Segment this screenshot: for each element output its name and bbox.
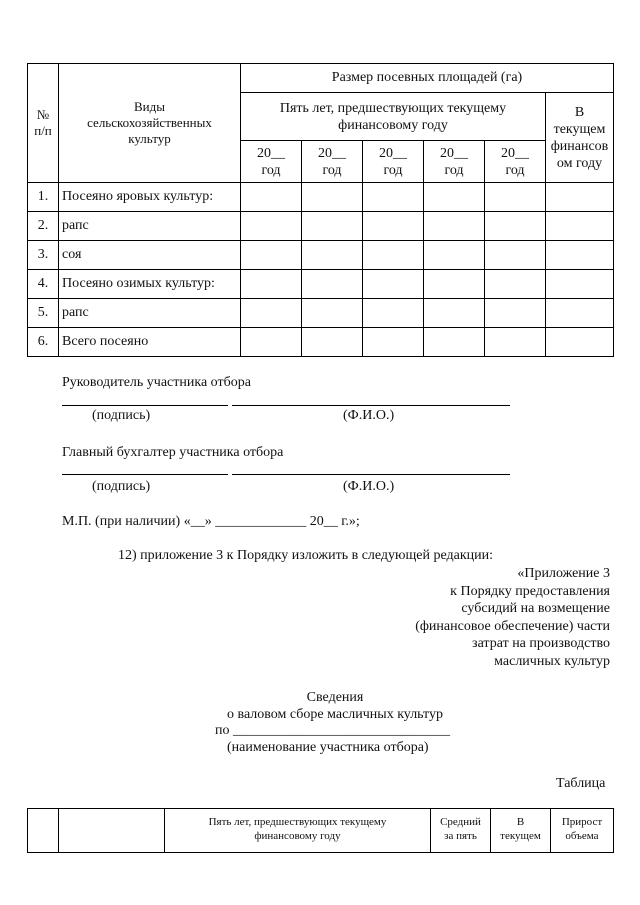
t2-crop-cell bbox=[59, 809, 165, 853]
appendix-line: затрат на производство bbox=[472, 636, 610, 651]
area-value-cell[interactable] bbox=[546, 328, 614, 357]
area-value-cell[interactable] bbox=[424, 241, 485, 270]
row-number: 3. bbox=[28, 241, 59, 270]
t2-average-header: Средний за пять bbox=[431, 809, 491, 853]
year-cell: 20__ год bbox=[241, 141, 302, 183]
accountant-signature-line[interactable] bbox=[62, 474, 228, 475]
t2-num-cell bbox=[28, 809, 59, 853]
head-fio-line[interactable] bbox=[232, 405, 510, 406]
table-label: Таблица bbox=[556, 776, 606, 791]
area-value-cell[interactable] bbox=[485, 328, 546, 357]
area-header: Размер посевных площадей (га) bbox=[241, 64, 614, 93]
area-value-cell[interactable] bbox=[363, 328, 424, 357]
area-value-cell[interactable] bbox=[546, 241, 614, 270]
accountant-signature-label: (подпись) bbox=[92, 479, 151, 494]
area-value-cell[interactable] bbox=[363, 299, 424, 328]
area-value-cell[interactable] bbox=[546, 270, 614, 299]
five-years-header: Пять лет, предшествующих текущему финансовому году bbox=[241, 93, 546, 141]
info-block bbox=[0, 689, 640, 723]
t2-five-years-header: Пять лет, предшествующих текущему финансовому году bbox=[165, 809, 431, 853]
year-cell: 20__ год bbox=[363, 141, 424, 183]
head-signature-label: (подпись) bbox=[92, 408, 151, 423]
appendix-line: «Приложение 3 bbox=[517, 566, 610, 581]
row-crop-name: рапс bbox=[59, 299, 241, 328]
appendix-header bbox=[415, 565, 610, 670]
row-number: 6. bbox=[28, 328, 59, 357]
table-row bbox=[28, 183, 614, 212]
accountant-fio-line[interactable] bbox=[232, 474, 510, 475]
row-crop-name: Посеяно озимых культур: bbox=[59, 270, 241, 299]
row-crop-name: Посеяно яровых культур: bbox=[59, 183, 241, 212]
table-row bbox=[28, 270, 614, 299]
appendix-line: (финансовое обеспечение) части bbox=[415, 618, 610, 634]
t2-growth-header: Прирост объема bbox=[551, 809, 614, 853]
table-row bbox=[28, 241, 614, 270]
table-row bbox=[28, 212, 614, 241]
area-value-cell[interactable] bbox=[485, 270, 546, 299]
area-value-cell[interactable] bbox=[424, 270, 485, 299]
area-value-cell[interactable] bbox=[485, 183, 546, 212]
info-subtitle: о валовом сборе масличных культур bbox=[227, 707, 443, 722]
area-value-cell[interactable] bbox=[241, 270, 302, 299]
seal-line: М.П. (при наличии) «__» _____________ 20__ г.»; bbox=[62, 514, 360, 529]
area-value-cell[interactable] bbox=[241, 328, 302, 357]
area-value-cell[interactable] bbox=[241, 212, 302, 241]
t2-current-header: В текущем bbox=[491, 809, 551, 853]
area-value-cell[interactable] bbox=[546, 212, 614, 241]
area-value-cell[interactable] bbox=[302, 183, 363, 212]
area-value-cell[interactable] bbox=[302, 241, 363, 270]
area-value-cell[interactable] bbox=[302, 299, 363, 328]
area-value-cell[interactable] bbox=[363, 212, 424, 241]
head-fio-label: (Ф.И.О.) bbox=[343, 408, 395, 423]
appendix-line: масличных культур bbox=[494, 653, 610, 669]
participant-label: (наименование участника отбора) bbox=[227, 740, 429, 755]
head-title: Руководитель участника отбора bbox=[62, 375, 251, 390]
appendix-line: субсидий на возмещение bbox=[461, 601, 610, 616]
gross-yield-table bbox=[27, 808, 614, 853]
sown-area-table bbox=[27, 63, 614, 357]
area-value-cell[interactable] bbox=[485, 299, 546, 328]
row-crop-name: рапс bbox=[59, 212, 241, 241]
amendment-text: 12) приложение 3 к Порядку изложить в следующей редакции: bbox=[118, 548, 494, 563]
area-value-cell[interactable] bbox=[302, 270, 363, 299]
area-value-cell[interactable] bbox=[363, 270, 424, 299]
area-value-cell[interactable] bbox=[241, 183, 302, 212]
area-value-cell[interactable] bbox=[485, 212, 546, 241]
col-num-header: № п/п bbox=[28, 64, 59, 183]
current-year-header: В текущем финансов ом году bbox=[546, 93, 614, 183]
area-value-cell[interactable] bbox=[546, 183, 614, 212]
row-number: 5. bbox=[28, 299, 59, 328]
head-signature-line[interactable] bbox=[62, 405, 228, 406]
appendix-line: к Порядку предоставления bbox=[450, 583, 610, 599]
info-title: Сведения bbox=[306, 690, 364, 705]
row-number: 2. bbox=[28, 212, 59, 241]
row-number: 4. bbox=[28, 270, 59, 299]
area-value-cell[interactable] bbox=[363, 183, 424, 212]
row-number: 1. bbox=[28, 183, 59, 212]
row-crop-name: Всего посеяно bbox=[59, 328, 241, 357]
accountant-title: Главный бухгалтер участника отбора bbox=[62, 445, 284, 460]
info-by-line: по _______________________________ bbox=[215, 723, 450, 738]
area-value-cell[interactable] bbox=[424, 299, 485, 328]
area-value-cell[interactable] bbox=[302, 328, 363, 357]
area-value-cell[interactable] bbox=[241, 241, 302, 270]
area-value-cell[interactable] bbox=[424, 183, 485, 212]
area-value-cell[interactable] bbox=[424, 328, 485, 357]
accountant-fio-label: (Ф.И.О.) bbox=[343, 479, 395, 494]
year-cell: 20__ год bbox=[485, 141, 546, 183]
area-value-cell[interactable] bbox=[241, 299, 302, 328]
col-crop-header: Виды сельскохозяйственных культур bbox=[59, 64, 241, 183]
area-value-cell[interactable] bbox=[363, 241, 424, 270]
area-value-cell[interactable] bbox=[485, 241, 546, 270]
year-cell: 20__ год bbox=[302, 141, 363, 183]
area-value-cell[interactable] bbox=[546, 299, 614, 328]
row-crop-name: соя bbox=[59, 241, 241, 270]
area-value-cell[interactable] bbox=[424, 212, 485, 241]
area-value-cell[interactable] bbox=[302, 212, 363, 241]
year-cell: 20__ год bbox=[424, 141, 485, 183]
table-row bbox=[28, 328, 614, 357]
table-row bbox=[28, 299, 614, 328]
